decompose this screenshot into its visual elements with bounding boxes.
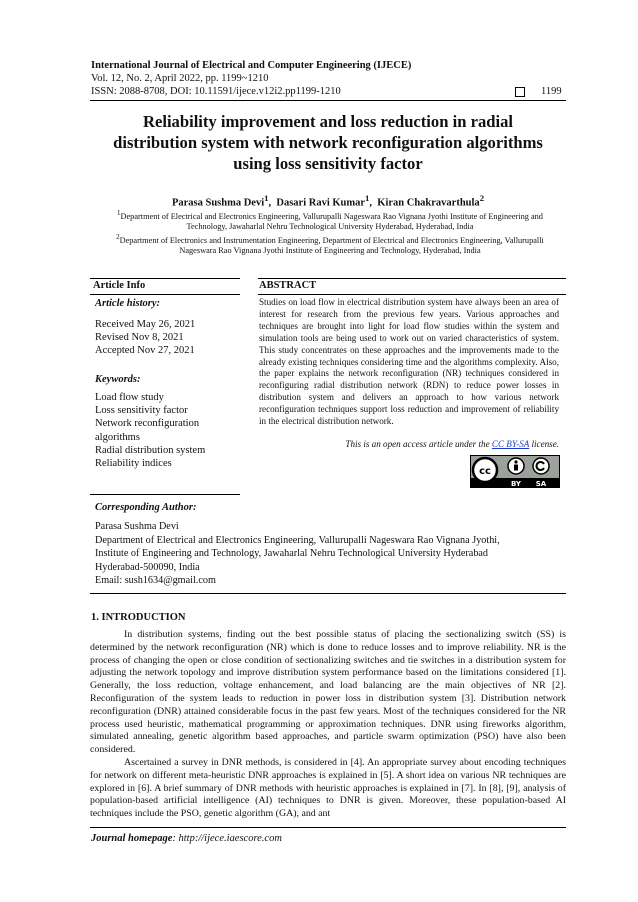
cc-license-icon [471, 456, 559, 487]
affiliation-1-sup: 1 [117, 210, 121, 217]
issn-line: ISSN: 2088-8708, DOI: 10.11591/ijece.v12i2.pp1199-1210 [91, 86, 341, 97]
accepted-date: Accepted Nov 27, 2021 [95, 345, 195, 357]
keyword-item: algorithms [95, 431, 140, 443]
introduction-heading: 1. INTRODUCTION [91, 612, 186, 623]
footer-label: Journal homepage [91, 833, 173, 844]
article-info-bottom-rule [90, 294, 240, 295]
oa-prefix: This is an open access article under the [345, 439, 492, 449]
corresponding-email: Email: sush1634@gmail.com [95, 575, 216, 586]
cc-sa-label: SA [535, 480, 547, 487]
corresponding-bottom-rule [90, 593, 566, 594]
abstract-heading: ABSTRACT [259, 280, 317, 291]
affiliation-2-sup: 2 [116, 234, 120, 241]
footer [91, 833, 282, 844]
cc-by-sa-link[interactable]: CC BY-SA [491, 439, 530, 449]
affiliation-2 [106, 233, 554, 257]
author-2-sup: 1 [365, 193, 370, 203]
author-2: Dasari Ravi Kumar [276, 197, 366, 209]
keyword-item: Loss sensitivity factor [95, 405, 188, 417]
footer-rule [90, 827, 566, 828]
cc-by-sa-badge[interactable] [470, 455, 560, 488]
author-3-sup: 2 [479, 193, 485, 203]
abstract-text: Studies on load flow in electrical distribution system have always been an area of interest for research from the previous few years. Various approaches and techniques are brought into light for load flow studies within the system and simulation tools are being used to work out on varied characteristics of system. This study concentrates on these approaches and the improvements made to the already existing techniques considering time and the algorithms complexity. Also, the paper explains the network reconfiguration (NR) techniques considered in reconfiguring radial distribution network (RDN) to reduce power losses in distribution system and delivers an approach to how various network reconfiguration techniques support loss reduction and improvement of reliability in the electrical distribution network. [259, 297, 559, 427]
corresponding-city: Hyderabad-500090, India [95, 561, 200, 573]
intro-paragraph-2: Ascertained a survey in DNR methods, is considered in [4]. An appropriate survey about encoding techniques for network on different meta-heuristic DNR approaches is explained in [5]. A short idea on various NR techniques are explored in [6]. A brief summary of DNR methods with heuristic approaches is explained in [7]. In [8], [9], analysis of population-based artificial intelligence (AI) techniques to DNR is given. Moreover, these population-based AI techniques include the PSO, genetic algorithm (GA), and ant [90, 756, 566, 820]
received-date: Received May 26, 2021 [95, 319, 196, 330]
revised-date: Revised Nov 8, 2021 [95, 332, 184, 344]
corresponding-name: Parasa Sushma Devi [95, 521, 179, 532]
journal-homepage-link[interactable]: : http://ijece.iaescore.com [172, 833, 282, 844]
page-number: 1199 [541, 86, 562, 97]
oa-suffix: license. [529, 439, 559, 449]
history-list [95, 318, 195, 358]
corresponding-top-rule [90, 494, 240, 495]
affiliation-1-text: Department of Electrical and Electronics Engineering, Vallurupalli Nageswara Rao Vignana Jyothi Institute of Engineering and Technology, Jawaharlal Nehru Technological University Hyderabad, Hyderabad, India [120, 211, 543, 232]
paper-title [80, 111, 576, 174]
keyword-item: Load flow study [95, 392, 164, 403]
author-3: Kiran Chakravarthula [377, 197, 480, 209]
keyword-item: Network reconfiguration [95, 418, 200, 430]
title-line-2: distribution system with network reconfiguration algorithms [113, 133, 543, 152]
abstract-bottom-rule [258, 294, 566, 295]
keyword-item: Reliability indices [95, 458, 172, 470]
open-access-note [259, 439, 559, 449]
intro-paragraph-1: In distribution systems, finding out the best possible status of placing the sectionalizing switch (SS) is determined by the network reconfiguration (NR) which is done to reduce losses and to improve reliability. NR is the process of changing the open or close condition of sectionalizing switches and tie switches in a distribution system for adjusting the network topology and improve distribution system performance based on the limitations considered [1]. Generally, the loss reduction, voltage enhancement, and load balancing are the main objectives of NR [2]. Reconfiguration of the system leads to reduction in power loss in distribution system [3]. Distribution network reconfiguration (DNR) attained considerable focus in the past few years. Most of the techniques considered for the NR process used heuristic, mathematical programming or approximation techniques. DNR using fireworks algorithm, simulated annealing, genetic algorithm based approaches, and particle swarm optimization (PSO) have also been considered. [90, 629, 566, 756]
article-info-heading: Article Info [93, 280, 146, 291]
corresponding-institute: Institute of Engineering and Technology, Jawaharlal Nehru Technological University Hyderabad [95, 548, 489, 559]
cc-by-label: BY [510, 480, 522, 487]
author-1-sup: 1 [264, 193, 269, 203]
journal-name: International Journal of Electrical and Computer Engineering (IJECE) [91, 60, 412, 71]
article-info-top-rule [90, 278, 240, 279]
title-line-3: using loss sensitivity factor [233, 154, 423, 173]
affiliation-2-text: Department of Electronics and Instrumentation Engineering, Department of Electrical and Electronics Engineering, Vallurupalli Nageswara Rao Vignana Jyothi Institute of Engineering and Technology, Hyderabad, India [119, 235, 544, 256]
corresponding-dept: Department of Electrical and Electronics Engineering, Vallurupalli Nageswara Rao Vignana Jyothi, [95, 534, 500, 546]
svg-text:cc: cc [479, 466, 491, 477]
introduction-body [90, 629, 566, 821]
title-line-1: Reliability improvement and loss reduction in radial [142, 112, 513, 131]
square-icon [515, 87, 525, 97]
keywords-list [95, 391, 205, 470]
authors: Parasa Sushma Devi$^1$, Dasari Ravi Kumar$^1$, Kiran Chakravarthula$^2$ [171, 193, 485, 209]
volume-line: Vol. 12, No. 2, April 2022, pp. 1199~1210 [91, 73, 269, 84]
keywords-heading: Keywords: [95, 374, 141, 385]
affiliation-1 [106, 209, 554, 233]
keyword-item: Radial distribution system [95, 444, 206, 456]
header-rule [90, 100, 566, 101]
corresponding-heading: Corresponding Author: [95, 502, 197, 513]
author-1: Parasa Sushma Devi [171, 197, 265, 209]
corresponding-details [95, 520, 555, 588]
history-heading: Article history: [95, 298, 161, 309]
abstract-top-rule [258, 278, 566, 279]
